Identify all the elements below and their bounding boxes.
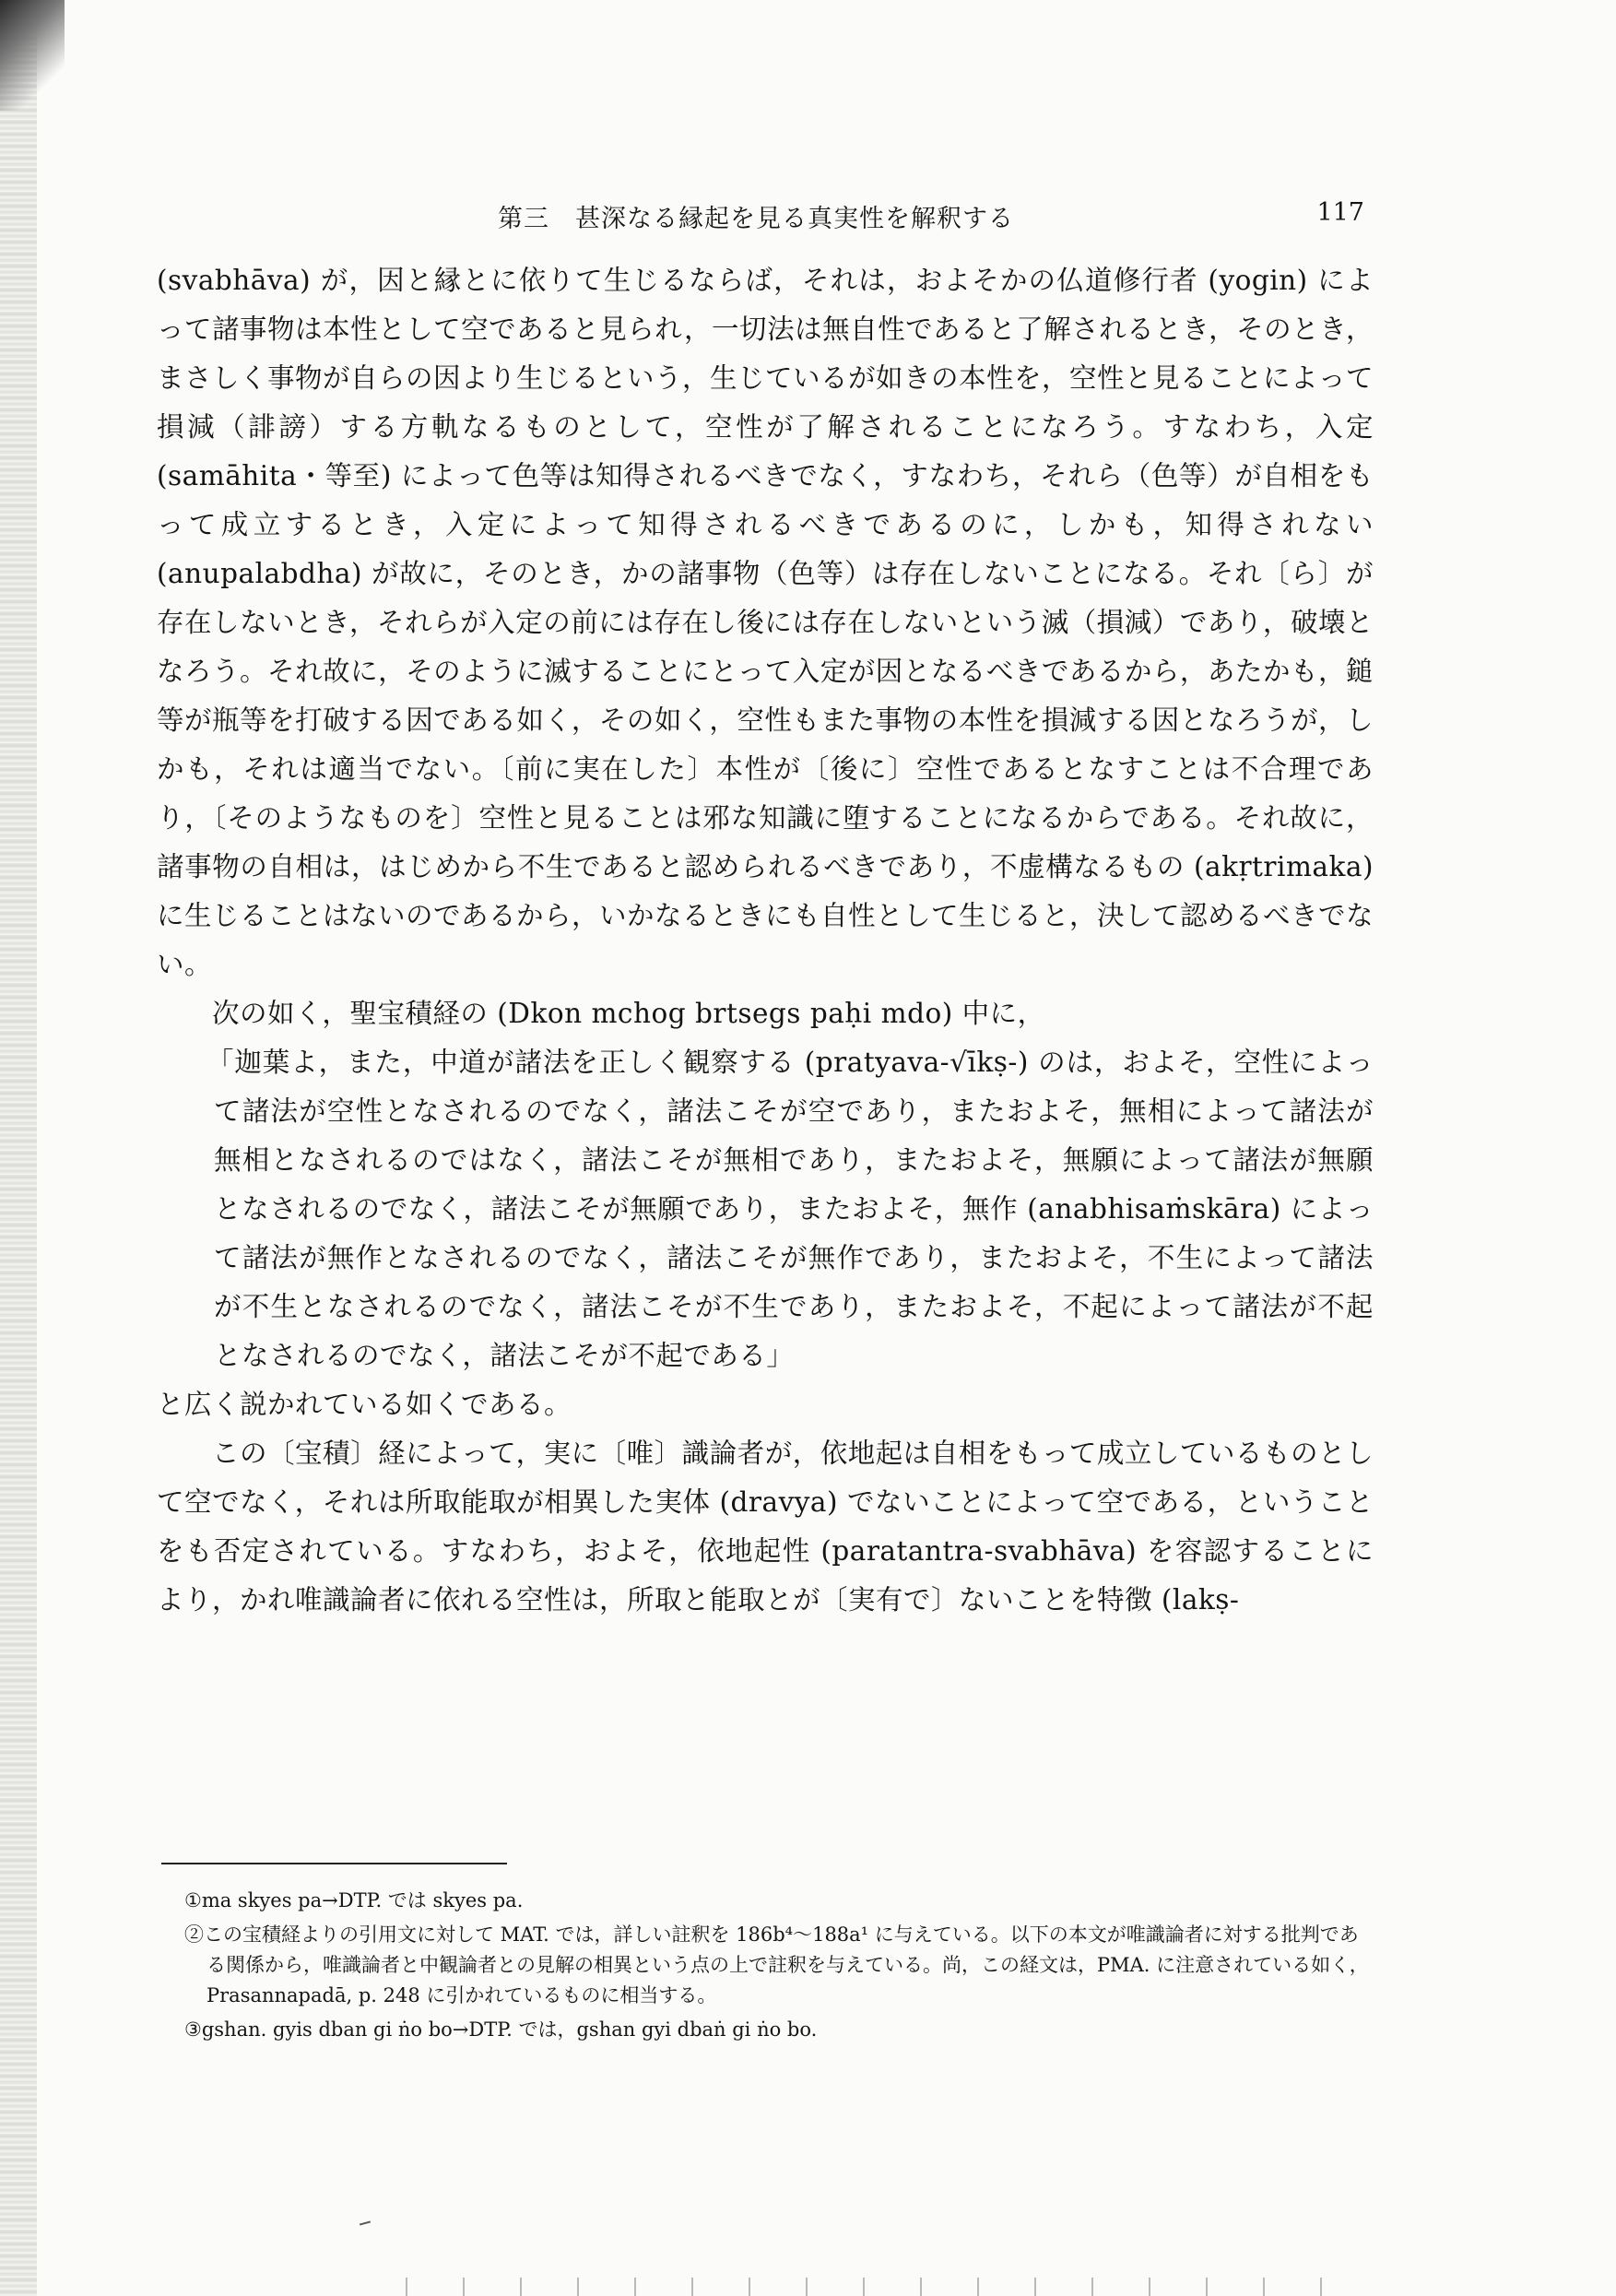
footnote-3: ③gshan. gyis dban gi ṅo bo→DTP. では，gshan gyi dbaṅ gi ṅo bo.	[184, 2018, 818, 2041]
footnote-1: ①ma skyes pa→DTP. では skyes pa.	[184, 1889, 524, 1911]
paragraph-quote-intro: 次の如く，聖宝積経の (Dkon mchog brtsegs paḥi mdo) 中に，	[212, 998, 1045, 1029]
running-title: 第三 甚深なる縁起を見る真実性を解釈する	[498, 205, 1014, 233]
footnote-rule	[161, 1863, 507, 1864]
paragraph-sutra-quote: 「迦葉よ，また，中道が諸法を正しく観察する (pratyava-√īkṣ-) のは，およそ，空性によって諸法が空性となされるのでなく，諸法こそが空であり，またおよそ，無相によって諸法が無相となされるのではなく，諸法こそが無相であり，またおよそ，無願によって諸法が無願となされるのでなく，諸法こそが無願であり，またおよそ，無作 (anabhisaṁskāra) によって諸法が無作となされるのでなく，諸法こそが無作であり，またおよそ，不生によって諸法が不生となされるのでなく，諸法こそが不生であり，またおよそ，不起によって諸法が不起となされるのでなく，諸法こそが不起である」	[206, 1047, 1374, 1371]
footnotes	[184, 1886, 1374, 2049]
scan-corner-shadow	[0, 0, 65, 111]
main-text	[157, 256, 1374, 1625]
paragraph-2: この〔宝積〕経によって，実に〔唯〕識論者が，依地起は自相をもって成立しているものとして空でなく，それは所取能取が相異した実体 (dravya) でないことによって空である，ということをも否定されている。すなわち，およそ，依地起性 (paratantra-svabhāva) を容認することにより，かれ唯識論者に依れる空性は，所取と能取とが〔実有で〕ないことを特徴 (lakṣ-	[157, 1438, 1374, 1615]
scan-speck	[360, 2220, 371, 2225]
scan-bottom-marks	[350, 2278, 1364, 2296]
page-number: 117	[1316, 198, 1364, 227]
footnote-2: ②この宝積経よりの引用文に対して MAT. では，詳しい註釈を 186b⁴〜188a¹ に与えている。以下の本文が唯識論者に対する批判である関係から，唯識論者と中観論者との見解の相異という点の上で註釈を与えている。尚，この経文は，PMA. に注意されている如く，Prasannapadā, p. 248 に引かれているものに相当する。	[184, 1923, 1369, 2006]
scan-edge-shadow	[0, 0, 37, 2296]
paragraph-quote-close: と広く説かれている如くである。	[157, 1389, 572, 1420]
page-header	[498, 198, 1364, 235]
paragraph-1: (svabhāva) が，因と縁とに依りて生じるならば，それは，およそかの仏道修行者 (yogin) によって諸事物は本性として空であると見られ，一切法は無自性であると了解されるとき，そのとき，まさしく事物が自らの因より生じるという，生じているが如きの本性を，空性と見ることによって損減（誹謗）する方軌なるものとして，空性が了解されることになろう。すなわち，入定 (samāhita・等至) によって色等は知得されるべきでなく，すなわち，それら（色等）が自相をもって成立するとき，入定によって知得されるべきであるのに，しかも，知得されない (anupalabdha) が故に，そのとき，かの諸事物（色等）は存在しないことになる。それ〔ら〕が存在しないとき，それらが入定の前には存在し後には存在しないという滅（損減）であり，破壊となろう。それ故に，そのように滅することにとって入定が因となるべきであるから，あたかも，鎚等が瓶等を打破する因である如く，その如く，空性もまた事物の本性を損減する因となろうが，しかも，それは適当でない。〔前に実在した〕本性が〔後に〕空性であるとなすことは不合理であり，〔そのようなものを〕空性と見ることは邪な知識に堕することになるからである。それ故に，諸事物の自相は，はじめから不生であると認められるべきであり，不虚構なるもの (akṛtrimaka) に生じることはないのであるから，いかなるときにも自性として生じると，決して認めるべきでない。	[157, 265, 1374, 980]
